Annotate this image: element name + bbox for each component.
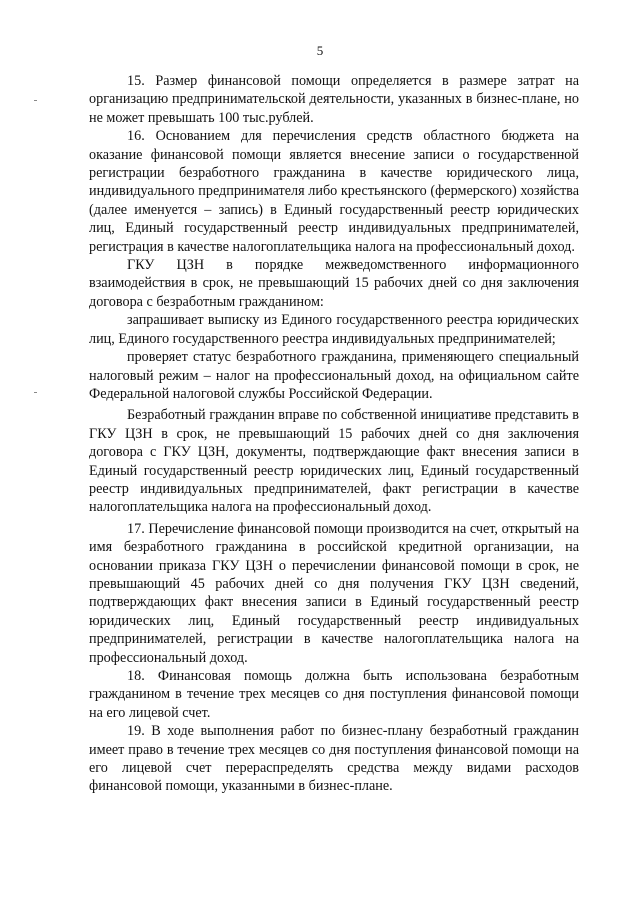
paragraph-17: 17. Перечисление финансовой помощи производится на счет, открытый на имя безработного гражданина в российской кредитной организации, на основании приказа ГКУ ЦЗН о перечислении финансовой помощи в срок, не превышающий 45 рабочих дней со дня получения ГКУ ЦЗН сведений, подтверждающих факт внесения записи в Единый государственный реестр юридических лиц, Единый государственный реестр индивидуальных предпринимателей, регистрации в качестве налогоплательщика налога на профессиональный доход. — [89, 520, 579, 666]
paragraph-16: 16. Основанием для перечисления средств областного бюджета на оказание финансовой помощи является внесение записи о государственной регистрации безработного гражданина в качестве юридического лица, индивидуального предпринимателя либо крестьянского (фермерского) хозяйства (далее именуется – запись) в Единый государственный реестр юридических лиц, Единый государственный реестр индивидуальных предпринимателей, регистрация в качестве налогоплательщика налога на профессиональный доход. — [89, 128, 579, 255]
margin-mark — [34, 392, 37, 393]
paragraph-15: 15. Размер финансовой помощи определяется в размере затрат на организацию предпринимательской деятельности, указанных в бизнес-плане, но не может превышать 100 тыс.рублей. — [89, 73, 579, 126]
paragraph-16-request: запрашивает выписку из Единого государственного реестра юридических лиц, Единого государственного реестра индивидуальных предпринимателей; — [89, 312, 579, 347]
paragraph-18: 18. Финансовая помощь должна быть использована безработным гражданином в течение трех месяцев со дня поступления финансовой помощи на его лицевой счет. — [89, 668, 579, 721]
paragraph-16-own-initiative: Безработный гражданин вправе по собственной инициативе представить в ГКУ ЦЗН в срок, не превышающий 15 рабочих дней со дня заключения договора с ГКУ ЦЗН, документы, подтверждающие факт внесения записи в Единый государственный реестр юридических лиц, Единый государственный реестр индивидуальных предпринимателей, факт регистрации в качестве налогоплательщика налога на профессиональный доход. — [89, 407, 579, 516]
paragraph-19: 19. В ходе выполнения работ по бизнес-плану безработный гражданин имеет право в течение трех месяцев со дня поступления финансовой помощи на его лицевой счет перераспределять средства между видами расходов финансовой помощи, указанными в бизнес-плане. — [89, 723, 579, 795]
paragraph-16-procedure: ГКУ ЦЗН в порядке межведомственного информационного взаимодействия в срок, не превышающий 15 рабочих дней со дня заключения договора с безработным гражданином: — [89, 257, 579, 310]
page-number: 5 — [316, 43, 324, 58]
document-body — [89, 72, 579, 796]
margin-mark — [34, 100, 37, 101]
paragraph-16-check: проверяет статус безработного гражданина, применяющего специальный налоговый режим – налог на профессиональный доход, на официальном сайте Федеральной налоговой службы Российской Федерации. — [89, 349, 579, 402]
